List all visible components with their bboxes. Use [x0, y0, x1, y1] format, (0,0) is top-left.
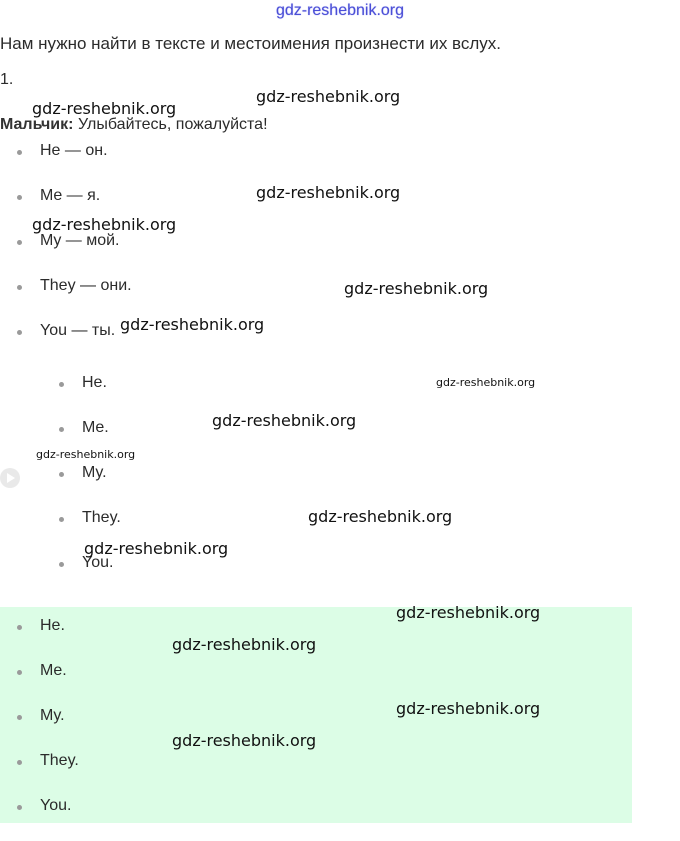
watermark: gdz-reshebnik.org	[32, 215, 177, 234]
watermark: gdz-reshebnik.org	[436, 376, 536, 389]
watermark: gdz-reshebnik.org	[120, 315, 265, 334]
watermark: gdz-reshebnik.org	[84, 539, 229, 558]
list-item: My.	[0, 706, 79, 751]
list-item: They — они.	[0, 276, 132, 321]
speaker-label: Мальчик:	[0, 116, 74, 133]
pronoun-translation-list	[0, 141, 132, 366]
watermark: gdz-reshebnik.org	[256, 87, 401, 106]
watermark: gdz-reshebnik.org	[396, 699, 541, 718]
list-item: You.	[0, 553, 121, 598]
watermark: gdz-reshebnik.org	[172, 635, 317, 654]
list-item: You — ты.	[0, 321, 132, 366]
watermark: gdz-reshebnik.org	[256, 183, 401, 202]
list-item: Me — я.	[0, 186, 132, 231]
watermark: gdz-reshebnik.org	[32, 99, 177, 118]
watermark: gdz-reshebnik.org	[396, 603, 541, 622]
speaker-phrase: Улыбайтесь, пожалуйста!	[77, 116, 268, 133]
list-item: They.	[0, 508, 121, 553]
answer-list	[0, 616, 79, 841]
list-item: He.	[0, 616, 79, 661]
list-item: You.	[0, 796, 79, 841]
list-item: Me.	[0, 418, 121, 463]
watermark: gdz-reshebnik.org	[172, 731, 317, 750]
site-link[interactable]: gdz-reshebnik.org	[275, 2, 405, 19]
watermark: gdz-reshebnik.org	[344, 279, 489, 298]
list-item: He.	[0, 373, 121, 418]
list-item: My — мой.	[0, 231, 132, 276]
watermark: gdz-reshebnik.org	[36, 448, 136, 461]
list-item: My.	[0, 463, 121, 508]
intro-text: Нам нужно найти в тексте и местоимения произнести их вслух.	[0, 34, 502, 53]
list-item: He — он.	[0, 141, 132, 186]
pronoun-audio-list	[0, 373, 121, 598]
list-item: Me.	[0, 661, 79, 706]
watermark: gdz-reshebnik.org	[308, 507, 453, 526]
dialog-line	[0, 116, 268, 134]
play-icon[interactable]	[0, 468, 20, 488]
exercise-number: 1.	[0, 71, 14, 88]
watermark: gdz-reshebnik.org	[212, 411, 357, 430]
list-item: They.	[0, 751, 79, 796]
